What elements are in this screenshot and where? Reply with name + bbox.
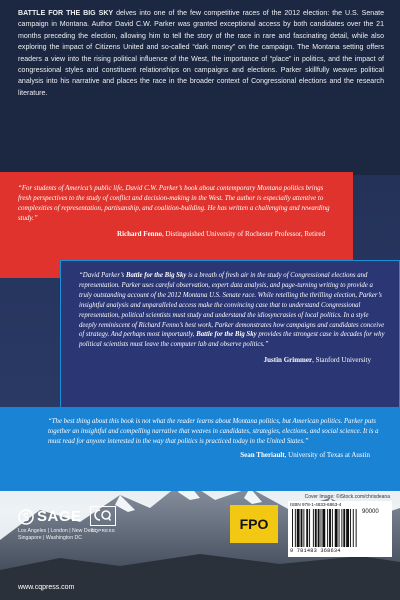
- quote-author: Sean Theriault: [240, 450, 285, 459]
- barcode-digits: 9 781483 368634: [290, 548, 341, 554]
- cq-press-label: CQPRESS: [90, 528, 116, 533]
- quote-text: “For students of America’s public life, David C.W. Parker’s book about contemporary Montana politics brings fresh perspectives to the study of conflict and decision-making in the West. The author is especially attentive to complexities of representation, partisanship, and coalition-building. He has written a challenging and rewarding study.”: [18, 185, 330, 222]
- book-description: [18, 8, 384, 99]
- cq-press-icon: [90, 506, 116, 526]
- isbn-text: ISBN 978-1-4833-6863-4: [290, 502, 342, 507]
- quote-box-theriault: [0, 407, 400, 491]
- quote-attribution: [18, 230, 337, 238]
- book-title: BATTLE FOR THE BIG SKY: [18, 10, 114, 17]
- fpo-label: FPO: [230, 505, 278, 543]
- description-text: delves into one of the few competitive races of the 2012 election: the U.S. Senate campaign in Montana. Author David C.W. Parker was granted exceptional access by both candidates over the 21 months preceding the election, allowing him to tell the story of the race in rare and fascinating detail, while also exploring the impact of Citizens United and so-called “dark money” on the campaign. The Montana setting offers readers a view into the rising political influence of the West, the importance of “place” in politics, and the impact of congressional styles and constituent relationships on campaigns and elections. Parker skillfully weaves political analysis into his narrative and places the race in the broader context of Congressional elections and the research literature.: [18, 10, 384, 97]
- quote-attribution: [48, 451, 384, 459]
- quote-segment: is a breath of fresh air in the study of Congressional elections and representation. Parker uses careful observation, expert data analysis, and page-turning writing to provide a truly outstanding account of the 2012 Montana U.S. Senate race. While retelling the thrilling election, Parker’s insightful analysis and unparalleled access make the convincing case that to understand Congressional representation, political scientists must study and understand the idiosyncrasies of local politics. In a style deeply reminiscent of Richard Fenno’s best work, Parker demonstrates how campaigns and candidates conceive of strategy. And perhaps most importantly,: [79, 272, 385, 339]
- quote-book-title: Battle for the Big Sky: [196, 331, 257, 339]
- cities-line: Los Angeles | London | New Delhi: [18, 528, 96, 534]
- publisher-website: www.cqpress.com: [18, 584, 75, 591]
- quote-text: “The best thing about this book is not what the reader learns about Montana politics, but American politics. Parker puts together an insightful and compelling narrative that weaves in candidates, strategies, elections, and social science. It is a must read for anyone interested in the way that politics is practiced today in the United States.”: [48, 418, 379, 445]
- quote-affiliation: , Distinguished University of Rochester Professor, Retired: [161, 230, 325, 238]
- cq-press-logo: [88, 506, 118, 533]
- quote-author: Richard Fenno: [117, 230, 162, 238]
- cities-line: Singapore | Washington DC: [18, 535, 83, 541]
- quote-segment: provides the strongest case in decades for why political scientists must leave the computer lab and observe politics.”: [79, 331, 385, 349]
- quote-attribution: [79, 356, 385, 364]
- price-code: 90000: [362, 509, 379, 515]
- quote-text: [79, 271, 385, 350]
- barcode-bars: [292, 509, 388, 547]
- sage-s-icon: [18, 509, 34, 525]
- publisher-block: [18, 508, 96, 542]
- isbn-barcode: [288, 501, 392, 557]
- sage-logo: [18, 508, 96, 525]
- quote-affiliation: , University of Texas at Austin: [284, 450, 370, 459]
- quote-affiliation: , Stanford University: [312, 356, 371, 365]
- quote-segment: “David Parker’s: [79, 272, 126, 279]
- quote-author: Justin Grimmer: [263, 356, 313, 365]
- publisher-cities: [18, 528, 96, 542]
- sage-wordmark: SAGE: [37, 508, 82, 525]
- quote-book-title: Battle for the Big Sky: [125, 272, 187, 279]
- cover-image-credit: Cover Image: ©iStock.com/chrisdeana: [304, 494, 390, 500]
- quote-box-grimmer: [60, 260, 400, 420]
